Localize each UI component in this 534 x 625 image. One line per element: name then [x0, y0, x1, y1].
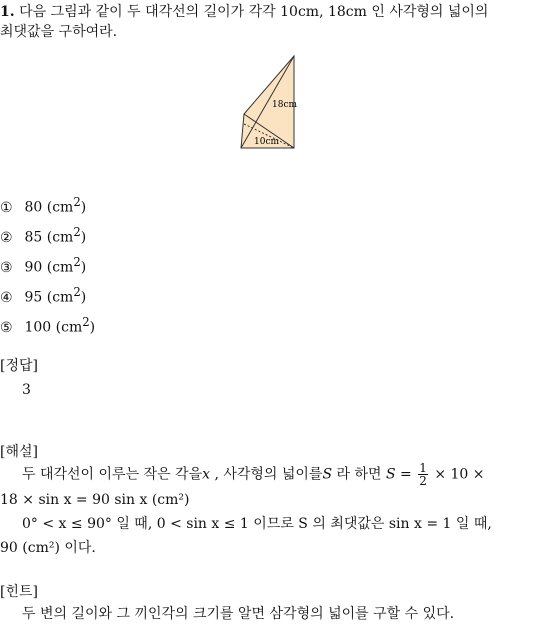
- choice-5-unit: cm: [61, 319, 83, 336]
- choice-5-exp: 2: [82, 315, 90, 329]
- choice-3-exp: 2: [73, 255, 81, 269]
- choice-4[interactable]: ④ 95 $(cm^2)$: [0, 285, 87, 306]
- choice-4-unit: cm: [52, 289, 74, 306]
- question-number: 1.: [0, 4, 15, 20]
- choice-3-mark: ③: [0, 259, 13, 276]
- choice-3-value: 90: [24, 259, 43, 276]
- choice-1-exp: 2: [73, 195, 81, 209]
- choice-1[interactable]: ① 80 $(cm^2)$: [0, 195, 87, 216]
- choice-2-exp: 2: [73, 225, 81, 239]
- answer-value: 3: [22, 382, 31, 398]
- choice-2[interactable]: ② 85 $(cm^2)$: [0, 225, 87, 246]
- hint-text: 두 변의 길이와 그 끼인각의 크기를 알면 삼각형의 넓이를 구할 수 있다.: [22, 606, 455, 622]
- quadrilateral-figure: [236, 52, 300, 152]
- explanation-line-3: 0° < x ≤ 90° 일 때, 0 < sin x ≤ 1 이므로 S 의 최댓값은 sin x = 1 일 때,: [22, 516, 492, 532]
- choice-2-value: 85: [24, 229, 43, 246]
- explanation-l1-c: 라 하면: [332, 466, 386, 483]
- choice-2-unit: cm: [52, 229, 74, 246]
- var-x: x: [202, 466, 210, 483]
- question-text-2: 최댓값을 구하여라.: [0, 24, 118, 40]
- explanation-line-1: [0, 462, 485, 487]
- explanation-l1-a: 두 대각선이 이루는 작은 각을: [22, 466, 203, 483]
- fraction-denominator: 2: [419, 474, 427, 488]
- var-S: S: [322, 466, 333, 483]
- answer-header: [정답]: [0, 358, 38, 374]
- choice-3-unit: cm: [52, 259, 74, 276]
- choice-5-value: 100: [24, 319, 52, 336]
- fraction-numerator: 1: [419, 461, 427, 475]
- choice-3[interactable]: ③ 90 $(cm^2)$: [0, 255, 87, 276]
- explanation-header: [해설]: [0, 444, 38, 460]
- var-S-2: S: [386, 466, 396, 483]
- explanation-line-2: 18 × sin x = 90 sin x (cm²): [0, 492, 190, 508]
- question-line-2: [0, 22, 117, 42]
- label-18cm: 18cm: [272, 100, 298, 110]
- explanation-l1-d: × 10 ×: [429, 466, 485, 483]
- quadrilateral-svg: [236, 52, 300, 152]
- choice-1-unit: cm: [52, 199, 74, 216]
- question-text-1: 다음 그림과 같이 두 대각선의 길이가 각각 10cm, 18cm 인 사각형의 넓이의: [19, 4, 489, 20]
- explanation-l1-eq: =: [395, 466, 417, 483]
- fraction-one-half: [418, 462, 428, 487]
- choice-2-mark: ②: [0, 229, 13, 246]
- choice-5-mark: ⑤: [0, 319, 13, 336]
- hint-header: [힌트]: [0, 584, 38, 600]
- explanation-line-4: 90 (cm²) 이다.: [0, 540, 96, 556]
- question-line-1: [0, 2, 488, 22]
- choice-4-mark: ④: [0, 289, 13, 306]
- choice-5[interactable]: ⑤ 100 $(cm^2)$: [0, 315, 96, 336]
- label-10cm: 10cm: [254, 137, 280, 147]
- choice-4-exp: 2: [73, 285, 81, 299]
- explanation-l1-b: , 사각형의 넓이를: [210, 466, 323, 483]
- choice-4-value: 95: [24, 289, 43, 306]
- choice-1-mark: ①: [0, 199, 13, 216]
- choice-1-value: 80: [24, 199, 43, 216]
